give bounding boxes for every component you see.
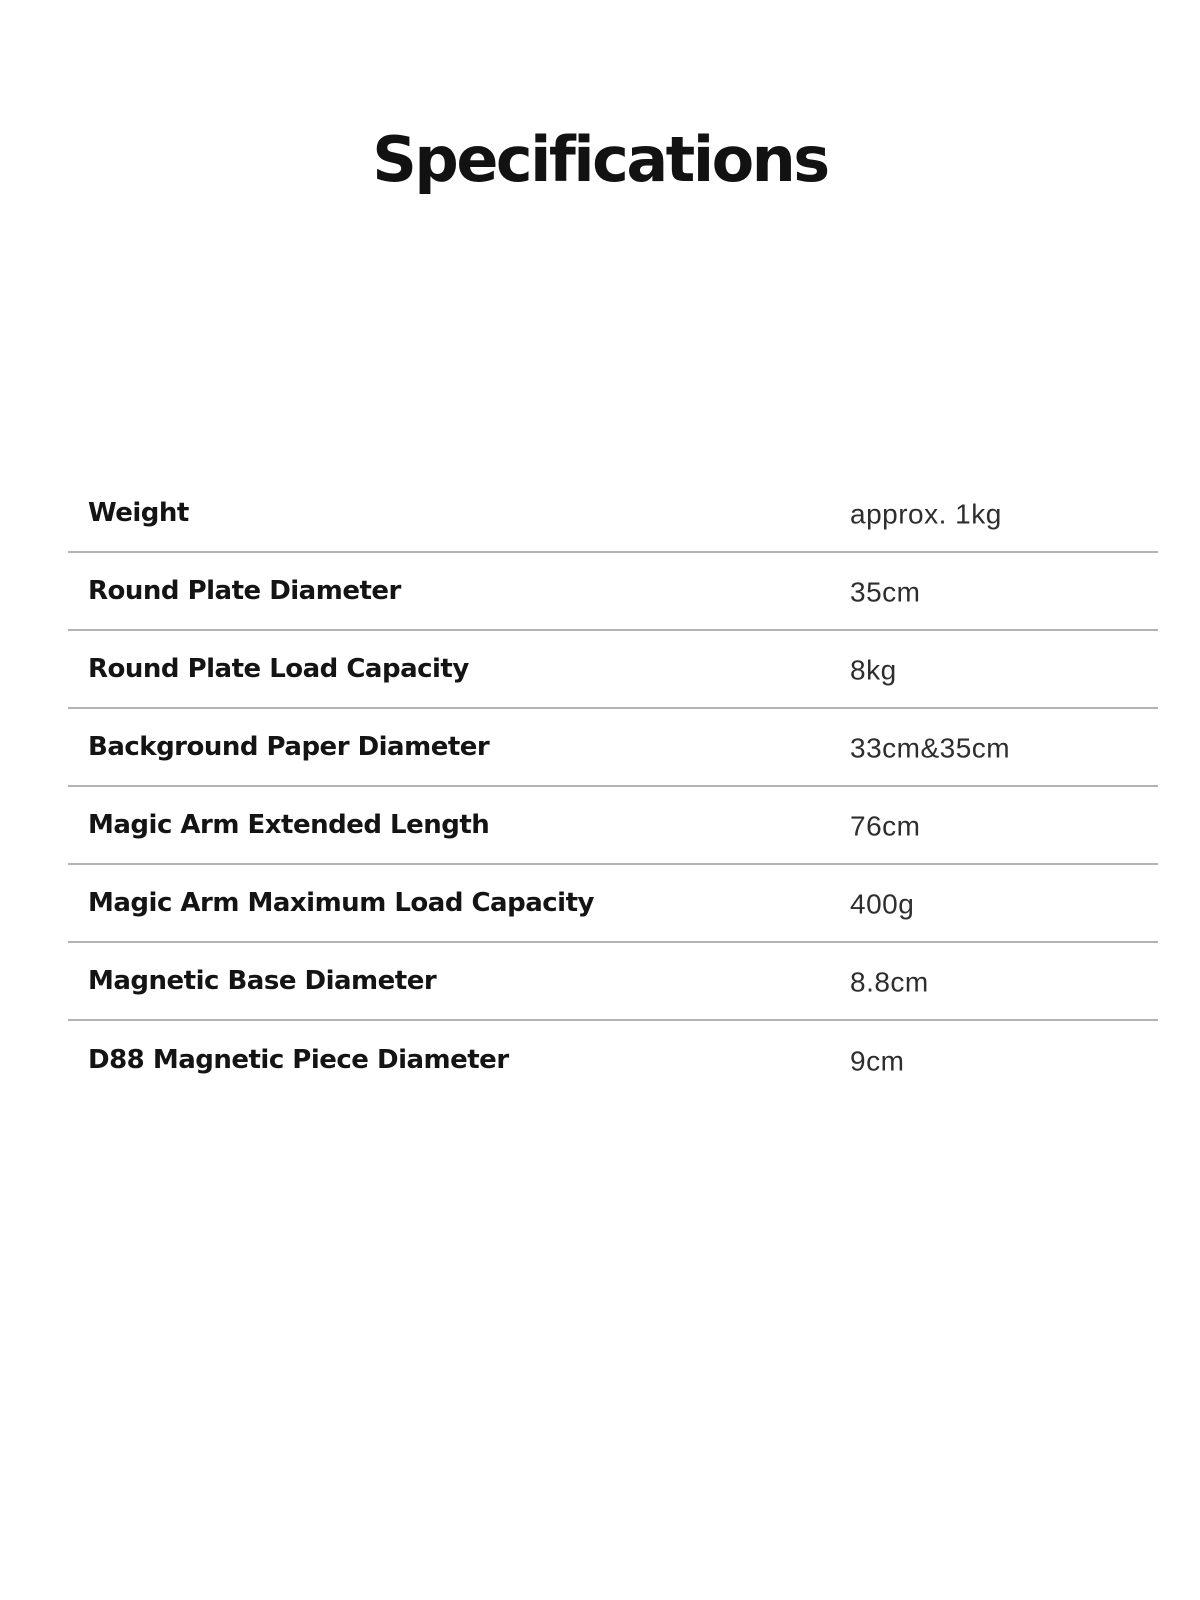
spec-value: 400g — [850, 888, 915, 920]
spec-label: Round Plate Diameter — [88, 576, 401, 606]
table-row-magnetic-base-diameter — [68, 943, 1158, 1021]
spec-value: 33cm&35cm — [850, 732, 1011, 764]
table-row-background-paper-diameter — [68, 709, 1158, 787]
table-row-d88-magnetic-piece-diameter — [68, 1021, 1158, 1099]
spec-value: 9cm — [850, 1045, 905, 1077]
spec-value: approx. 1kg — [850, 498, 1002, 530]
table-row-round-plate-diameter — [68, 553, 1158, 631]
table-row-round-plate-load-capacity — [68, 631, 1158, 709]
spec-value: 76cm — [850, 810, 921, 842]
table-row-magic-arm-maximum-load-capacity — [68, 865, 1158, 943]
spec-table — [68, 475, 1158, 1099]
spec-value: 8kg — [850, 654, 897, 686]
spec-label: D88 Magnetic Piece Diameter — [88, 1045, 509, 1075]
spec-label: Weight — [88, 498, 189, 528]
spec-label: Background Paper Diameter — [88, 732, 490, 762]
spec-label: Magnetic Base Diameter — [88, 966, 437, 996]
spec-label: Magic Arm Extended Length — [88, 810, 490, 840]
page-title: Specifications — [372, 123, 828, 196]
spec-label: Magic Arm Maximum Load Capacity — [88, 888, 594, 918]
table-row-weight — [68, 475, 1158, 553]
spec-value: 8.8cm — [850, 966, 929, 998]
spec-label: Round Plate Load Capacity — [88, 654, 469, 684]
spec-value: 35cm — [850, 576, 921, 608]
table-row-magic-arm-extended-length — [68, 787, 1158, 865]
